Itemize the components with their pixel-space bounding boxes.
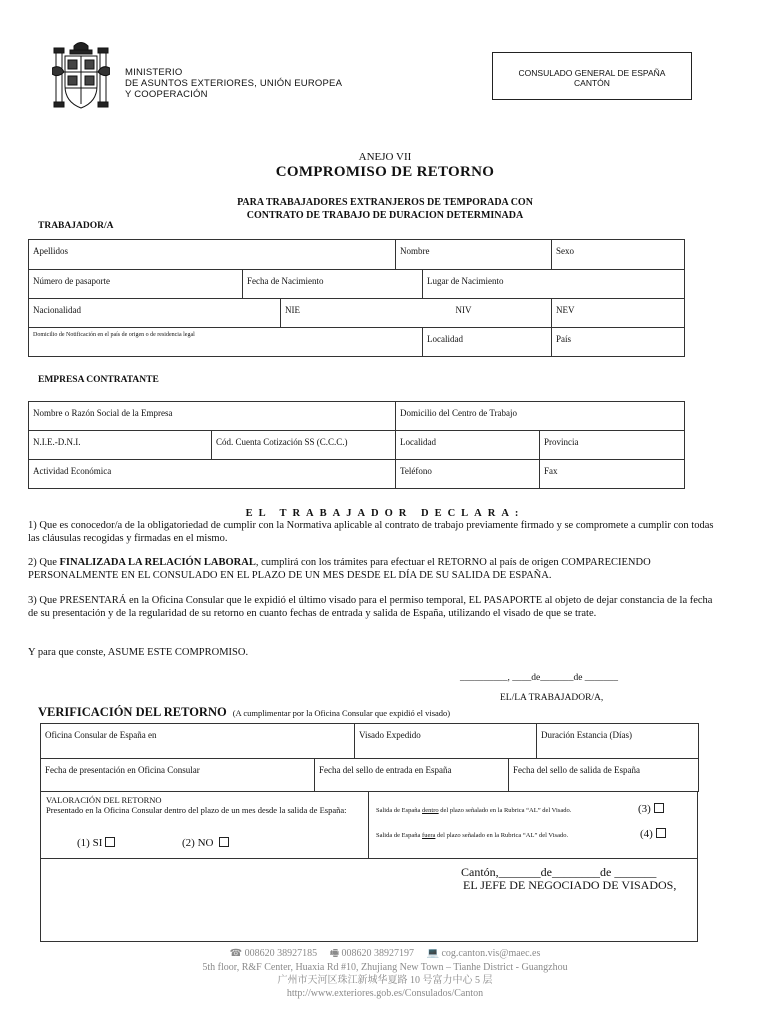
salida-fuera-u: fuera	[422, 832, 436, 839]
footer-address-cn: 广州市天河区珠江新城华夏路 10 号富力中心 5 层	[277, 975, 493, 986]
option-no[interactable]	[182, 837, 229, 849]
actividad-field[interactable]: Actividad Económica	[29, 460, 396, 489]
verificacion-table	[40, 723, 699, 792]
footer-contact	[0, 948, 770, 961]
salida-fuera-b: del plazo señalado en la Rubrica “AL” del Visado.	[435, 832, 569, 839]
footer-address-en: 5th floor, R&F Center, Huaxia Rd #10, Zhujiang New Town – Tianhe District - Guangzhou	[202, 962, 568, 973]
footer-url[interactable]: http://www.exteriores.gob.es/Consulados/Canton	[286, 988, 484, 999]
declaracion-p2-c: , cumplirá con los trámites para efectuar el RETORNO al país de origen COMPARECIENDO PERSONALMENTE EN EL CONSULADO EN EL PLAZO DE UN MES DESDE EL DÍA DE SU SALIDA DE ESPAÑA.	[28, 557, 651, 581]
fax-field[interactable]: Fax	[540, 460, 685, 489]
nie-label: NIE	[285, 305, 300, 315]
jefe-signature-label: EL JEFE DE NEGOCIADO DE VISADOS,	[463, 878, 677, 892]
razon-social-field[interactable]: Nombre o Razón Social de la Empresa	[29, 402, 396, 431]
ministry-name	[125, 67, 342, 100]
valoracion-title: VALORACIÓN DEL RETORNO	[46, 795, 162, 805]
valoracion-box	[40, 791, 698, 942]
nev-field[interactable]: NEV	[552, 299, 685, 328]
domicilio-field[interactable]: Domicilio de Notificación en el país de origen o de residencia legal	[29, 328, 423, 357]
salida-dentro-u: dentro	[422, 807, 439, 814]
verificacion-heading	[38, 705, 450, 720]
subtitle-line-1: PARA TRABAJADORES EXTRANJEROS DE TEMPORADA CON	[237, 197, 533, 208]
subtitle-line-2: CONTRATO DE TRABAJO DE DURACION DETERMINADA	[246, 210, 524, 221]
coat-of-arms-icon	[52, 38, 110, 114]
option-no-label: (2) NO	[182, 837, 214, 849]
phone-icon: ☎	[229, 948, 243, 959]
option-3[interactable]	[638, 803, 664, 815]
consulado-box	[492, 52, 692, 100]
ccc-field[interactable]: Cód. Cuenta Cotización SS (C.C.C.)	[212, 431, 396, 460]
option-si[interactable]	[77, 837, 115, 849]
declaracion-p4: Y para que conste, ASUME ESTE COMPROMISO.	[28, 647, 249, 658]
valoracion-text-block	[46, 795, 366, 815]
firma-date-line[interactable]: __________, ____de_______de _______	[460, 673, 619, 683]
pasaporte-field[interactable]: Número de pasaporte	[29, 270, 243, 299]
footer-email[interactable]: cog.canton.vis@maec.es	[441, 948, 541, 959]
empresa-table	[28, 401, 685, 489]
declaracion-p3: 3) Que PRESENTARÁ en la Oficina Consular que le expidió el último visado para el permiso temporal, EL PASAPORTE al objeto de dejar constancia de la fecha de su presentación y de la regularidad de su retorno en cuanto fechas de entrada y salida de España, utilizando el visado de que se trate.	[28, 595, 713, 619]
localidad-field[interactable]: Localidad	[423, 328, 552, 357]
option-4-label: (4)	[640, 828, 653, 840]
salida-fuera-text	[376, 832, 568, 839]
salida-dentro-text	[376, 807, 571, 814]
fax-icon: 🖷	[329, 948, 340, 959]
nombre-field[interactable]: Nombre	[396, 240, 552, 270]
empresa-localidad-field[interactable]: Localidad	[396, 431, 540, 460]
salida-fuera-a: Salida de España	[376, 832, 423, 839]
ministry-line-2: DE ASUNTOS EXTERIORES, UNIÓN EUROPEA	[125, 78, 343, 89]
page-title: COMPROMISO DE RETORNO	[275, 164, 495, 180]
lugar-nacimiento-field[interactable]: Lugar de Nacimiento	[423, 270, 685, 299]
fecha-entrada-field[interactable]: Fecha del sello de entrada en España	[315, 759, 509, 792]
nie-niv-field[interactable]	[281, 299, 552, 328]
anejo-label: ANEJO VII	[358, 151, 412, 163]
footer-phone: 008620 38927185	[244, 948, 318, 959]
valoracion-text: Presentado en la Oficina Consular dentro del plazo de un mes desde la salida de España:	[46, 805, 347, 815]
nacionalidad-field[interactable]: Nacionalidad	[29, 299, 281, 328]
consulado-line-1: CONSULADO GENERAL DE ESPAÑA	[518, 68, 666, 78]
provincia-field[interactable]: Provincia	[540, 431, 685, 460]
duracion-estancia-field[interactable]: Duración Estancia (Días)	[537, 724, 699, 759]
declaracion-p1: 1) Que es conocedor/a de la obligatoriedad de cumplir con la Normativa aplicable al contrato de trabajo previamente firmado y se compromete a cumplir con todas las cláusulas recogidas y firmadas en el mismo.	[28, 520, 714, 544]
checkbox-no[interactable]	[219, 837, 229, 847]
checkbox-3[interactable]	[654, 803, 664, 813]
domicilio-centro-field[interactable]: Domicilio del Centro de Trabajo	[396, 402, 685, 431]
pais-field[interactable]: País	[552, 328, 685, 357]
fecha-salida-field[interactable]: Fecha del sello de salida de España	[509, 759, 699, 792]
salida-dentro-b: del plazo señalado en la Rubrica “AL” del Visado.	[438, 807, 572, 814]
ministry-line-1: MINISTERIO	[125, 67, 183, 78]
verificacion-note: (A cumplimentar por la Oficina Consular que expidió el visado)	[232, 708, 451, 718]
nie-dni-field[interactable]: N.I.E.-D.N.I.	[29, 431, 212, 460]
option-4[interactable]	[640, 828, 666, 840]
visado-expedido-field[interactable]: Visado Expedido	[355, 724, 537, 759]
declaracion-p2-bold: FINALIZADA LA RELACIÓN LABORAL	[59, 557, 256, 568]
declara-heading: EL TRABAJADOR DECLARA:	[245, 508, 525, 519]
sexo-field[interactable]: Sexo	[552, 240, 685, 270]
trabajador-signature-label: EL/LA TRABAJADOR/A,	[500, 693, 604, 703]
ministry-line-3: Y COOPERACIÓN	[125, 89, 208, 100]
niv-label: NIV	[455, 305, 472, 315]
empresa-section-label: EMPRESA CONTRATANTE	[38, 375, 159, 385]
computer-icon: 💻	[426, 948, 439, 959]
page-subtitle	[0, 196, 770, 222]
consulado-line-2: CANTÓN	[574, 78, 610, 88]
canton-date-line[interactable]: Cantón,_______de________de _______	[461, 865, 657, 879]
declaracion-p2-a: 2) Que	[28, 557, 60, 568]
declaracion-p2	[28, 557, 718, 582]
checkbox-4[interactable]	[656, 828, 666, 838]
apellidos-field[interactable]: Apellidos	[29, 240, 396, 270]
footer-fax: 008620 38927197	[341, 948, 415, 959]
oficina-consular-field[interactable]: Oficina Consular de España en	[41, 724, 355, 759]
option-si-label: (1) SI	[77, 837, 103, 849]
trabajador-table	[28, 239, 685, 357]
salida-dentro-a: Salida de España	[376, 807, 423, 814]
fecha-presentacion-field[interactable]: Fecha de presentación en Oficina Consular	[41, 759, 315, 792]
telefono-field[interactable]: Teléfono	[396, 460, 540, 489]
option-3-label: (3)	[638, 803, 651, 815]
fecha-nacimiento-field[interactable]: Fecha de Nacimiento	[243, 270, 423, 299]
verificacion-title: VERIFICACIÓN DEL RETORNO	[38, 705, 227, 719]
trabajador-section-label: TRABAJADOR/A	[38, 221, 114, 231]
checkbox-si[interactable]	[105, 837, 115, 847]
